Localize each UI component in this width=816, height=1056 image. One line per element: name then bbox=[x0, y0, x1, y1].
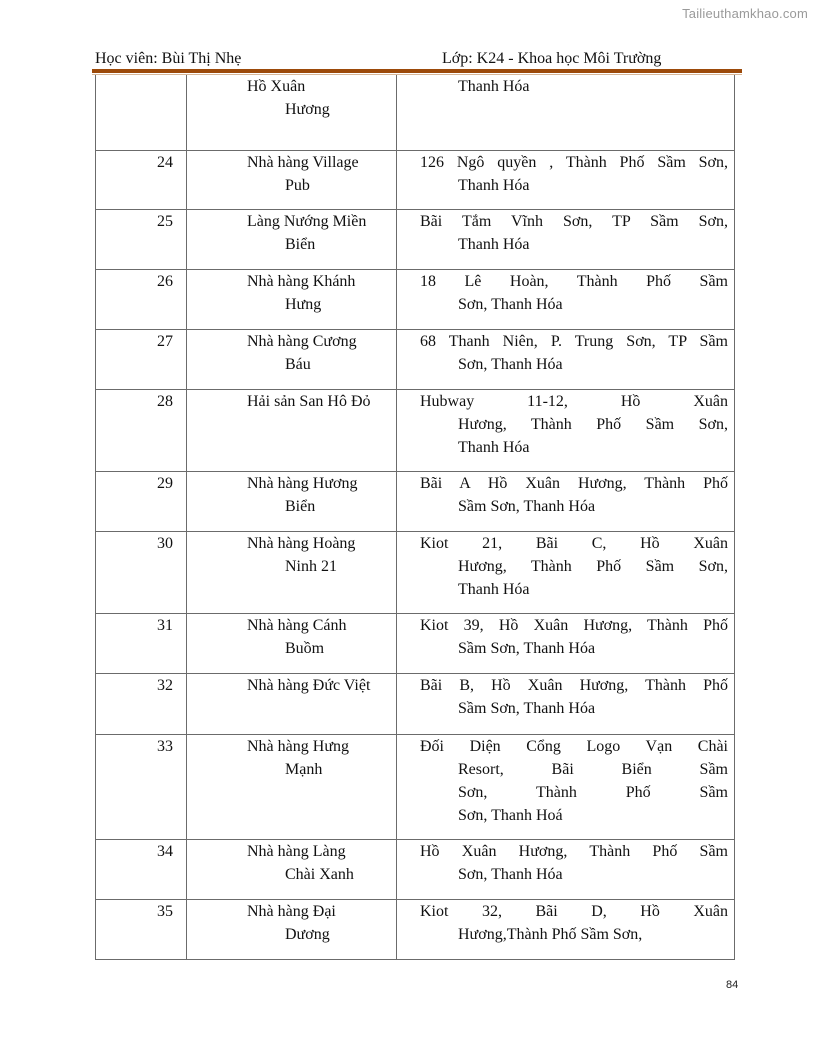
cell-restaurant-name bbox=[187, 471, 397, 531]
class-name: Lớp: K24 - Khoa học Môi Trường bbox=[442, 50, 662, 67]
table-row bbox=[96, 734, 735, 839]
cell-address bbox=[397, 150, 735, 209]
restaurant-name-line: Làng Nướng Miền bbox=[247, 212, 367, 230]
student-name: Học viên: Bùi Thị Nhẹ bbox=[95, 50, 242, 67]
address-line: Kiot 21, Bãi C, Hồ Xuân bbox=[420, 534, 728, 552]
table-row bbox=[96, 150, 735, 209]
row-number: 32 bbox=[157, 676, 173, 694]
table-row bbox=[96, 613, 735, 673]
address-line: Bãi Tắm Vĩnh Sơn, TP Sầm Sơn, bbox=[420, 212, 728, 230]
address-line: Sầm Sơn, Thanh Hóa bbox=[458, 639, 596, 657]
restaurant-name-line: Hải sản San Hô Đỏ bbox=[247, 392, 371, 410]
address-line: Hồ Xuân Hương, Thành Phố Sầm bbox=[420, 842, 728, 860]
restaurant-name-line: Biển bbox=[285, 235, 316, 253]
cell-address bbox=[397, 471, 735, 531]
restaurant-name-line: Mạnh bbox=[285, 760, 323, 778]
cell-number bbox=[96, 209, 187, 269]
table-row bbox=[96, 75, 735, 150]
row-number: 28 bbox=[157, 392, 173, 410]
cell-restaurant-name bbox=[187, 734, 397, 839]
row-number: 25 bbox=[157, 212, 173, 230]
address-line: 126 Ngô quyền , Thành Phố Sầm Sơn, bbox=[420, 153, 728, 171]
cell-address bbox=[397, 389, 735, 471]
cell-restaurant-name bbox=[187, 329, 397, 389]
cell-number bbox=[96, 673, 187, 734]
address-line: Sơn, Thành Phố Sầm bbox=[458, 783, 728, 801]
cell-address bbox=[397, 673, 735, 734]
table-row bbox=[96, 673, 735, 734]
row-number: 29 bbox=[157, 474, 173, 492]
cell-address bbox=[397, 209, 735, 269]
restaurant-name-line: Nhà hàng Đại bbox=[247, 902, 336, 920]
address-line: Thanh Hóa bbox=[458, 235, 530, 253]
restaurant-name-line: Buồm bbox=[285, 639, 325, 657]
cell-address bbox=[397, 734, 735, 839]
cell-address bbox=[397, 531, 735, 613]
table-row bbox=[96, 839, 735, 899]
row-number: 27 bbox=[157, 332, 173, 350]
cell-restaurant-name bbox=[187, 75, 397, 150]
restaurant-name-line: Hưng bbox=[285, 295, 322, 313]
address-line: Thanh Hóa bbox=[458, 78, 530, 95]
cell-restaurant-name bbox=[187, 899, 397, 959]
cell-restaurant-name bbox=[187, 531, 397, 613]
restaurant-name-line: Nhà hàng Khánh bbox=[247, 272, 356, 290]
restaurant-name-line: Nhà hàng Cánh bbox=[247, 616, 347, 634]
cell-restaurant-name bbox=[187, 209, 397, 269]
restaurant-name-line: Hương bbox=[285, 101, 330, 118]
address-line: Hương,Thành Phố Sầm Sơn, bbox=[458, 925, 643, 943]
address-line: Bãi A Hồ Xuân Hương, Thành Phố bbox=[420, 474, 728, 492]
table-row bbox=[96, 531, 735, 613]
restaurant-name-line: Nhà hàng Làng bbox=[247, 842, 346, 860]
address-line: Hương, Thành Phố Sầm Sơn, bbox=[458, 415, 728, 433]
cell-number bbox=[96, 531, 187, 613]
restaurant-name-line: Nhà hàng Hương bbox=[247, 474, 358, 492]
cell-number bbox=[96, 389, 187, 471]
address-line: Thanh Hóa bbox=[458, 176, 530, 194]
restaurant-name-line: Nhà hàng Village bbox=[247, 153, 359, 171]
address-line: Thanh Hóa bbox=[458, 438, 530, 456]
address-line: Thanh Hóa bbox=[458, 580, 530, 598]
cell-address bbox=[397, 329, 735, 389]
restaurant-name-line: Chài Xanh bbox=[285, 865, 354, 883]
restaurant-table bbox=[95, 75, 735, 960]
table-row bbox=[96, 471, 735, 531]
table-row bbox=[96, 269, 735, 329]
address-line: Resort, Bãi Biển Sầm bbox=[458, 760, 728, 778]
cell-restaurant-name bbox=[187, 269, 397, 329]
page-number: 84 bbox=[726, 979, 739, 991]
cell-address bbox=[397, 899, 735, 959]
table-row bbox=[96, 389, 735, 471]
address-line: Sơn, Thanh Hóa bbox=[458, 355, 563, 373]
cell-restaurant-name bbox=[187, 613, 397, 673]
watermark: Tailieuthamkhao.com bbox=[682, 6, 808, 21]
address-line: 18 Lê Hoàn, Thành Phố Sầm bbox=[420, 272, 728, 290]
row-number: 24 bbox=[157, 153, 173, 171]
cell-address bbox=[397, 839, 735, 899]
restaurant-name-line: Hồ Xuân bbox=[247, 78, 306, 95]
restaurant-name-line: Dương bbox=[285, 925, 330, 943]
restaurant-name-line: Nhà hàng Hưng bbox=[247, 737, 349, 755]
address-line: Sầm Sơn, Thanh Hóa bbox=[458, 497, 596, 515]
restaurant-name-line: Biển bbox=[285, 497, 316, 515]
table-row bbox=[96, 329, 735, 389]
row-number: 26 bbox=[157, 272, 173, 290]
restaurant-name-line: Báu bbox=[285, 355, 311, 373]
cell-number bbox=[96, 329, 187, 389]
cell-address bbox=[397, 75, 735, 150]
cell-number bbox=[96, 269, 187, 329]
row-number: 34 bbox=[157, 842, 173, 860]
cell-restaurant-name bbox=[187, 150, 397, 209]
page-header bbox=[95, 49, 735, 69]
header-rule bbox=[92, 69, 742, 73]
cell-number bbox=[96, 613, 187, 673]
restaurant-name-line: Pub bbox=[285, 176, 310, 194]
address-line: Hubway 11-12, Hồ Xuân bbox=[420, 392, 728, 410]
row-number: 33 bbox=[157, 737, 173, 755]
address-line: Sơn, Thanh Hóa bbox=[458, 295, 563, 313]
cell-number bbox=[96, 471, 187, 531]
row-number: 35 bbox=[157, 902, 173, 920]
address-line: Kiot 32, Bãi D, Hồ Xuân bbox=[420, 902, 728, 920]
restaurant-name-line: Ninh 21 bbox=[285, 557, 337, 575]
restaurant-name-line: Nhà hàng Đức Việt bbox=[247, 676, 371, 694]
table-row bbox=[96, 899, 735, 959]
cell-number bbox=[96, 75, 187, 150]
cell-number bbox=[96, 899, 187, 959]
row-number: 30 bbox=[157, 534, 173, 552]
row-number: 31 bbox=[157, 616, 173, 634]
address-line: 68 Thanh Niên, P. Trung Sơn, TP Sầm bbox=[420, 332, 728, 350]
address-line: Sơn, Thanh Hoá bbox=[458, 806, 563, 824]
cell-number bbox=[96, 150, 187, 209]
cell-restaurant-name bbox=[187, 389, 397, 471]
address-line: Đối Diện Cổng Logo Vạn Chài bbox=[420, 737, 728, 755]
cell-number bbox=[96, 734, 187, 839]
cell-address bbox=[397, 269, 735, 329]
cell-number bbox=[96, 839, 187, 899]
address-line: Hương, Thành Phố Sầm Sơn, bbox=[458, 557, 728, 575]
address-line: Kiot 39, Hồ Xuân Hương, Thành Phố bbox=[420, 616, 728, 634]
cell-restaurant-name bbox=[187, 673, 397, 734]
address-line: Sơn, Thanh Hóa bbox=[458, 865, 563, 883]
address-line: Bãi B, Hồ Xuân Hương, Thành Phố bbox=[420, 676, 728, 694]
restaurant-name-line: Nhà hàng Hoàng bbox=[247, 534, 356, 552]
table-row bbox=[96, 209, 735, 269]
cell-restaurant-name bbox=[187, 839, 397, 899]
cell-address bbox=[397, 613, 735, 673]
address-line: Sầm Sơn, Thanh Hóa bbox=[458, 699, 596, 717]
restaurant-name-line: Nhà hàng Cương bbox=[247, 332, 357, 350]
